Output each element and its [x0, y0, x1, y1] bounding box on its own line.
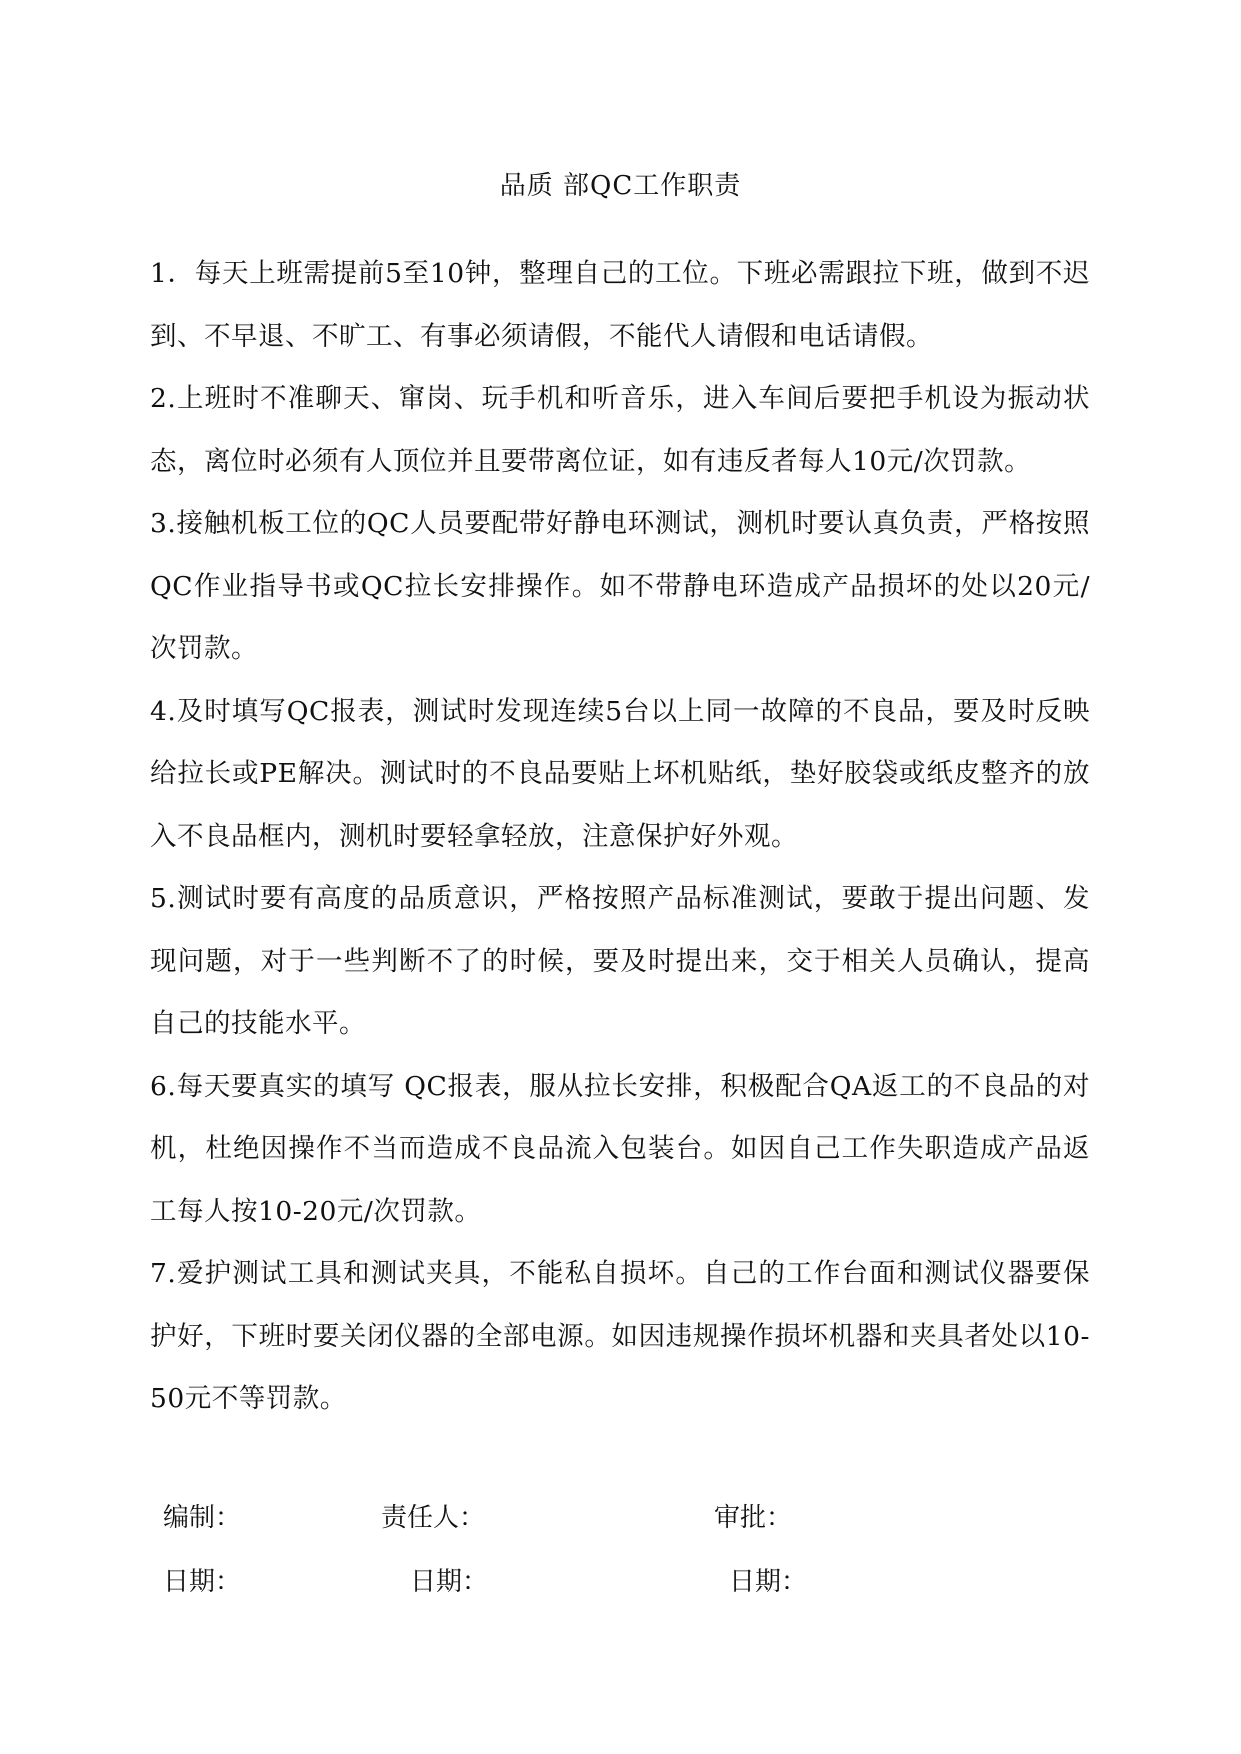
clause-5: 5.测试时要有高度的品质意识，严格按照产品标准测试，要敢于提出问题、发现问题，对于一些判断不了的时候，要及时提出来，交于相关人员确认，提高自己的技能水平。: [150, 883, 1090, 1039]
responsible-label: 责任人：: [381, 1503, 486, 1533]
clause-4: 4.及时填写QC报表，测试时发现连续5台以上同一故障的不良品，要及时反映给拉长或PE解决。测试时的不良品要贴上坏机贴纸，垫好胶袋或纸皮整齐的放入不良品框内，测机时要轻拿轻放，注意保护好外观。: [150, 695, 1090, 852]
approved-by-label: 审批：: [714, 1503, 793, 1533]
clause-6: 6.每天要真实的填写 QC报表，服从拉长安排，积极配合QA返工的不良品的对机，杜绝因操作不当而造成不良品流入包装台。如因自己工作失职造成产品返工每人按10-20元/次罚款。: [150, 1070, 1090, 1227]
compiled-by-label: 编制：: [163, 1503, 242, 1533]
clause-list: [150, 243, 1090, 1431]
date-label-3: 日期：: [729, 1567, 808, 1597]
signature-row: [0, 1498, 1241, 1538]
date-label-1: 日期：: [163, 1567, 242, 1597]
clause-3: 3.接触机板工位的QC人员要配带好静电环测试，测机时要认真负责，严格按照QC作业指导书或QC拉长安排操作。如不带静电环造成产品损坏的处以20元/次罚款。: [150, 508, 1090, 664]
clause-2: 2.上班时不准聊天、窜岗、玩手机和听音乐，进入车间后要把手机设为振动状态，离位时必须有人顶位并且要带离位证，如有违反者每人10元/次罚款。: [150, 383, 1090, 477]
date-row: [0, 1562, 1241, 1602]
clause-7: 7.爱护测试工具和测试夹具，不能私自损坏。自己的工作台面和测试仪器要保护好，下班时要关闭仪器的全部电源。如因违规操作损坏机器和夹具者处以10-50元不等罚款。: [150, 1258, 1090, 1414]
clause-1: 1．每天上班需提前5至10钟，整理自己的工位。下班必需跟拉下班，做到不迟到、不早退、不旷工、有事必须请假，不能代人请假和电话请假。: [150, 258, 1090, 352]
document-title: 品质 部QC工作职责: [499, 171, 742, 201]
date-label-2: 日期：: [410, 1567, 489, 1597]
